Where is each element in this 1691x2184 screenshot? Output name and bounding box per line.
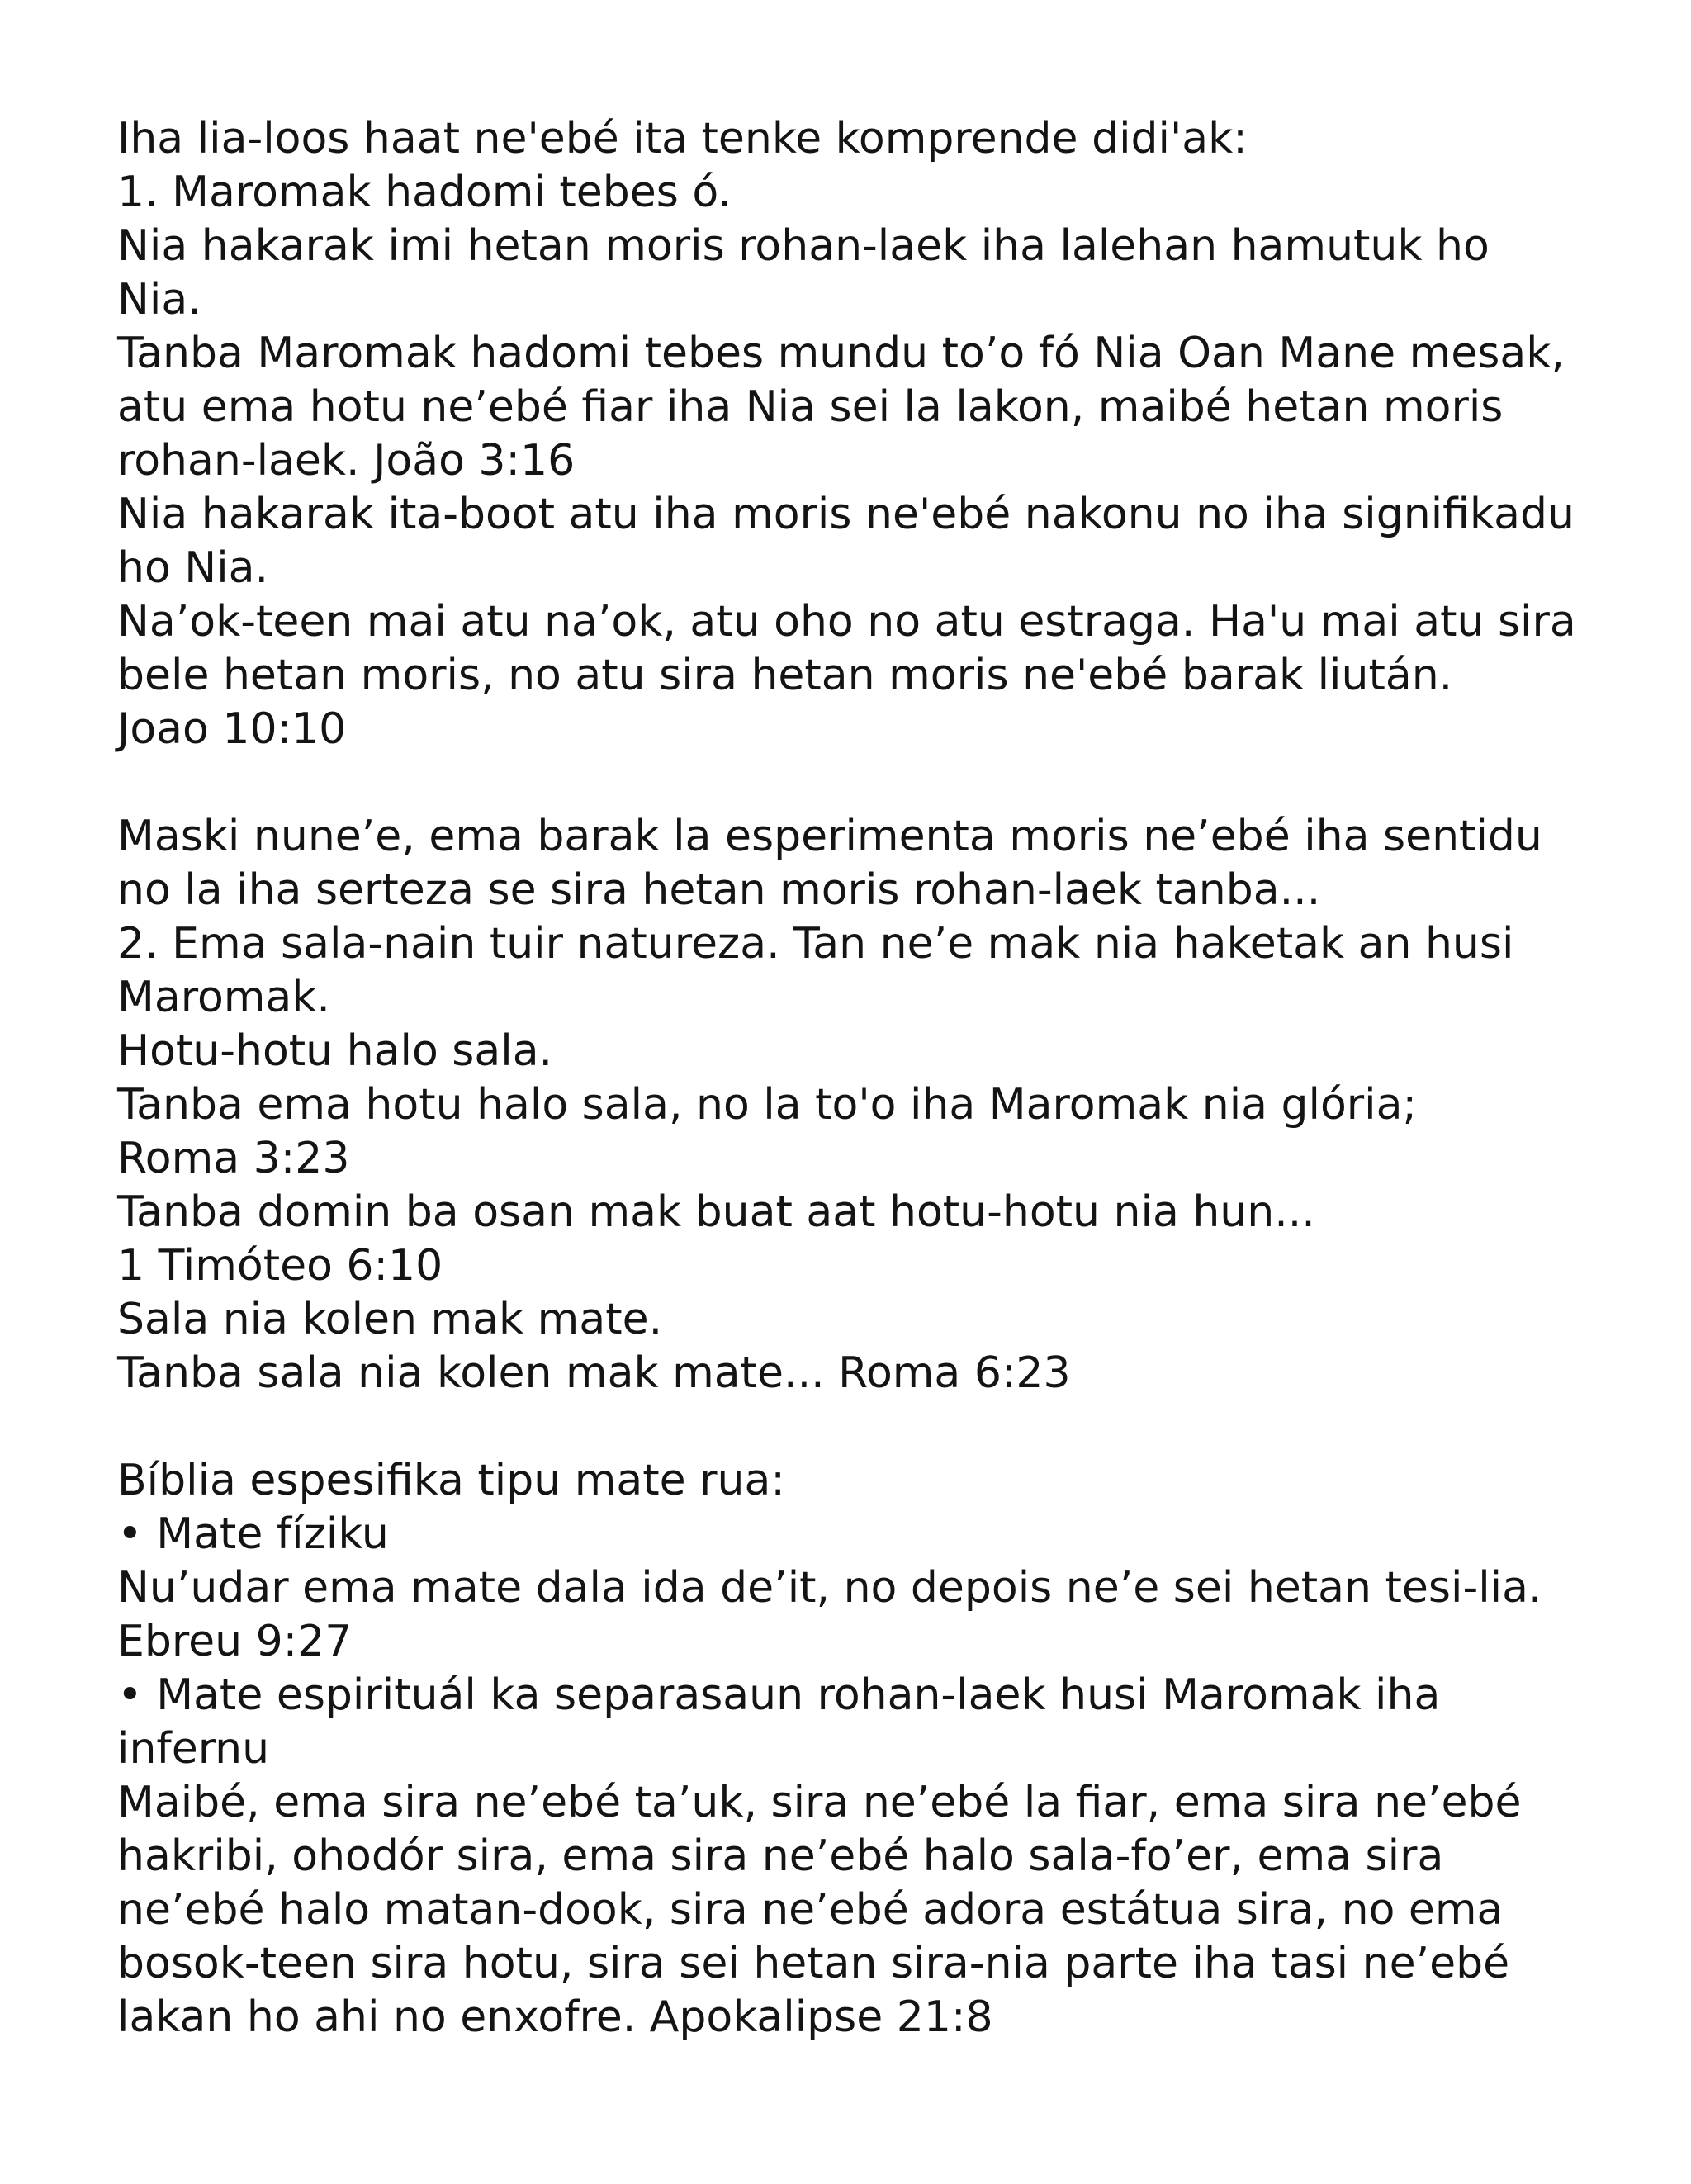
verse-line: Tanba ema hotu halo sala, no la to'o iha Maromak nia glória; (117, 1080, 1418, 1130)
verse-reference: Joao 10:10 (117, 704, 347, 754)
section-god-loves-you (117, 112, 1595, 756)
verse-reference: Roma 3:23 (117, 1134, 350, 1183)
body-line: Hotu-hotu halo sala. (117, 1026, 553, 1076)
verse-line: Tanba sala nia kolen mak mate... Roma 6:23 (117, 1348, 1071, 1398)
verse-line: hakribi, ohodór sira, ema sira ne’ebé halo sala-fo’er, ema sira (117, 1831, 1444, 1881)
point-1-heading: 1. Maromak hadomi tebes ó. (117, 168, 732, 217)
point-2-heading: 2. Ema sala-nain tuir natureza. Tan ne’e mak nia haketak an husi (117, 919, 1514, 969)
verse-line: bosok-teen sira hotu, sira sei hetan sira-nia parte iha tasi ne’ebé (117, 1939, 1510, 1988)
verse-reference: 1 Timóteo 6:10 (117, 1241, 443, 1291)
verse-line: Tanba domin ba osan mak buat aat hotu-hotu nia hun... (117, 1187, 1315, 1237)
document-page (117, 112, 1595, 2044)
verse-reference: Ebreu 9:27 (117, 1617, 353, 1666)
body-line: ho Nia. (117, 543, 269, 593)
verse-line: atu ema hotu ne’ebé fiar iha Nia sei la lakon, maibé hetan moris (117, 382, 1504, 432)
verse-line: Nu’udar ema mate dala ida de’it, no depois ne’e sei hetan tesi-lia. (117, 1563, 1542, 1613)
body-line: Sala nia kolen mak mate. (117, 1295, 663, 1344)
verse-line: Tanba Maromak hadomi tebes mundu to’o fó Nia Oan Mane mesak, (117, 329, 1565, 378)
point-2-heading: Maromak. (117, 973, 330, 1022)
intro-line: Iha lia-loos haat ne'ebé ita tenke komprende didi'ak: (117, 114, 1248, 163)
paragraph-gap (117, 1400, 1595, 1454)
verse-line: ne’ebé halo matan-dook, sira ne’ebé adora estátua sira, no ema (117, 1885, 1504, 1935)
bullet-item: • Mate fíziku (117, 1509, 389, 1559)
body-line: Nia hakarak imi hetan moris rohan-laek iha lalehan hamutuk ho (117, 221, 1490, 271)
body-line: Bíblia espesifika tipu mate rua: (117, 1456, 785, 1505)
paragraph-gap (117, 756, 1595, 810)
body-line: Nia. (117, 275, 201, 325)
verse-line: lakan ho ahi no enxofre. Apokalipse 21:8 (117, 1992, 993, 2042)
verse-line: Maibé, ema sira ne’ebé ta’uk, sira ne’ebé la fiar, ema sira ne’ebé (117, 1778, 1522, 1827)
verse-line: bele hetan moris, no atu sira hetan moris ne'ebé barak liután. (117, 651, 1453, 700)
body-line: no la iha serteza se sira hetan moris rohan-laek tanba... (117, 865, 1321, 915)
body-line: Nia hakarak ita-boot atu iha moris ne'ebé nakonu no iha signifikadu (117, 490, 1575, 539)
bullet-item: infernu (117, 1724, 270, 1774)
body-line: Maski nune’e, ema barak la esperimenta moris ne’ebé iha sentidu (117, 812, 1542, 861)
verse-line: Na’ok-teen mai atu na’ok, atu oho no atu estraga. Ha'u mai atu sira (117, 597, 1576, 647)
bullet-item: • Mate espirituál ka separasaun rohan-laek husi Maromak iha (117, 1670, 1441, 1720)
section-sinful-nature (117, 810, 1595, 1400)
section-two-deaths (117, 1454, 1595, 2044)
verse-line: rohan-laek. João 3:16 (117, 436, 576, 486)
